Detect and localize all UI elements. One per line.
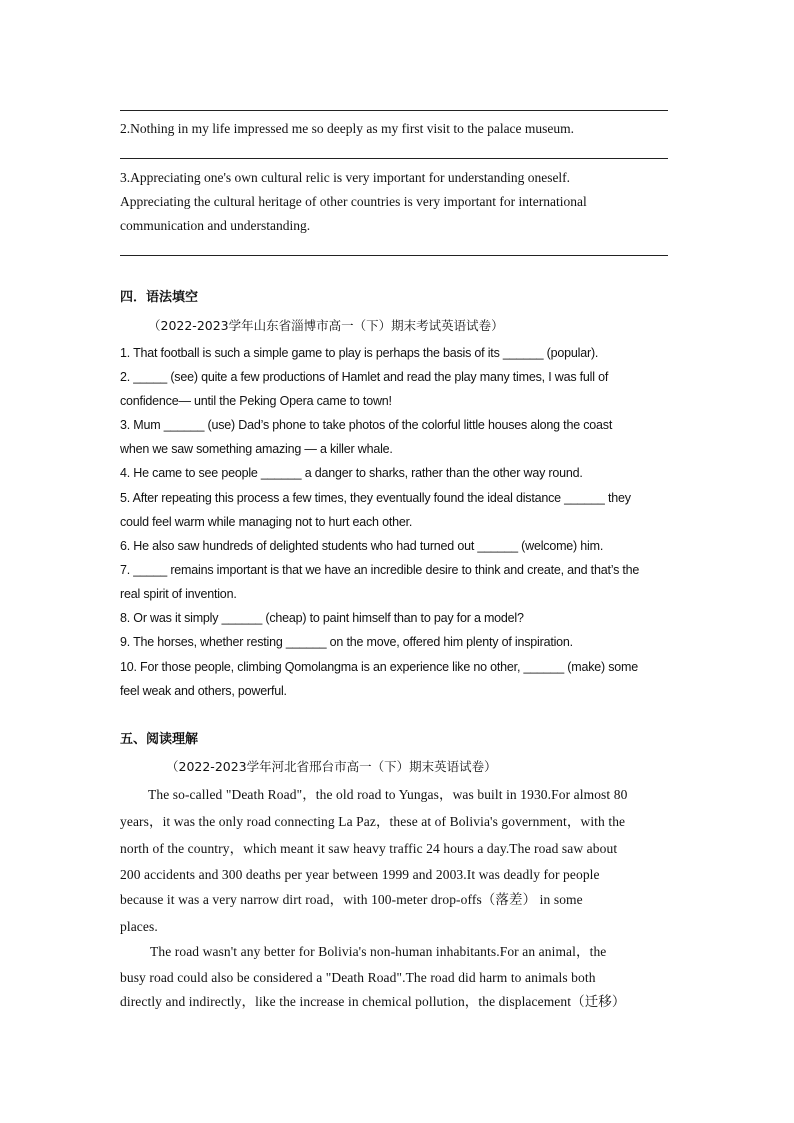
- section-4-source: （2022-2023学年山东省淄博市高一（下）期末考试英语试卷）: [148, 318, 504, 333]
- grammar-line: 5. After repeating this process a few times, they eventually found the ideal distance ______ they: [120, 491, 631, 505]
- grammar-line: could feel warm while managing not to hurt each other.: [120, 515, 413, 529]
- grammar-line: 7. _____ remains important is that we have an incredible desire to think and create, and that’s the: [120, 563, 640, 577]
- passage-line: places.: [120, 919, 158, 934]
- grammar-line: 2. _____ (see) quite a few productions of Hamlet and read the play many times, I was full of: [120, 370, 609, 384]
- passage-line: directly and indirectly，like the increase in chemical pollution，the displacement（迁移）: [120, 994, 626, 1009]
- grammar-line: when we saw something amazing — a killer whale.: [120, 442, 393, 456]
- grammar-line: real spirit of invention.: [120, 587, 237, 601]
- passage-line: The road wasn't any better for Bolivia's non-human inhabitants.For an animal，the: [150, 944, 607, 959]
- translation-item-3-line-2: Appreciating the cultural heritage of other countries is very important for international: [120, 194, 587, 209]
- passage-line: because it was a very narrow dirt road，with 100-meter drop-offs（落差） in some: [120, 892, 583, 907]
- grammar-line: feel weak and others, powerful.: [120, 684, 287, 698]
- passage-line: north of the country，which meant it saw heavy traffic 24 hours a day.The road saw about: [120, 841, 618, 856]
- answer-line: [120, 255, 668, 256]
- grammar-line: 9. The horses, whether resting ______ on the move, offered him plenty of inspiration.: [120, 635, 573, 649]
- grammar-line: 4. He came to see people ______ a danger to sharks, rather than the other way round.: [120, 466, 583, 480]
- passage-line: years，it was the only road connecting La Paz，these at of Bolivia's government，with the: [120, 814, 626, 829]
- section-5-source: （2022-2023学年河北省邢台市高一（下）期末英语试卷）: [166, 759, 497, 774]
- section-4-heading: 四．语法填空: [120, 290, 199, 305]
- grammar-line: confidence— until the Peking Opera came to town!: [120, 394, 392, 408]
- translation-item-3-line-1: 3.Appreciating one's own cultural relic is very important for understanding oneself.: [120, 170, 571, 185]
- section-5-heading: 五、阅读理解: [120, 732, 199, 747]
- answer-line: [120, 110, 668, 111]
- translation-item-3-line-3: communication and understanding.: [120, 218, 311, 233]
- passage-line: 200 accidents and 300 deaths per year between 1999 and 2003.It was deadly for people: [120, 867, 600, 882]
- grammar-line: 3. Mum ______ (use) Dad’s phone to take photos of the colorful little houses along the coast: [120, 418, 613, 432]
- grammar-line: 6. He also saw hundreds of delighted students who had turned out ______ (welcome) him.: [120, 539, 604, 553]
- passage-line: The so-called "Death Road"，the old road to Yungas，was built in 1930.For almost 80: [148, 787, 628, 802]
- grammar-line: 10. For those people, climbing Qomolangma is an experience like no other, ______ (make) some: [120, 660, 639, 674]
- grammar-line: 8. Or was it simply ______ (cheap) to paint himself than to pay for a model?: [120, 611, 524, 625]
- grammar-line: 1. That football is such a simple game to play is perhaps the basis of its ______ (popular).: [120, 346, 599, 360]
- translation-item-2: 2.Nothing in my life impressed me so deeply as my first visit to the palace museum.: [120, 121, 575, 136]
- answer-line: [120, 158, 668, 159]
- passage-line: busy road could also be considered a "Death Road".The road did harm to animals both: [120, 970, 596, 985]
